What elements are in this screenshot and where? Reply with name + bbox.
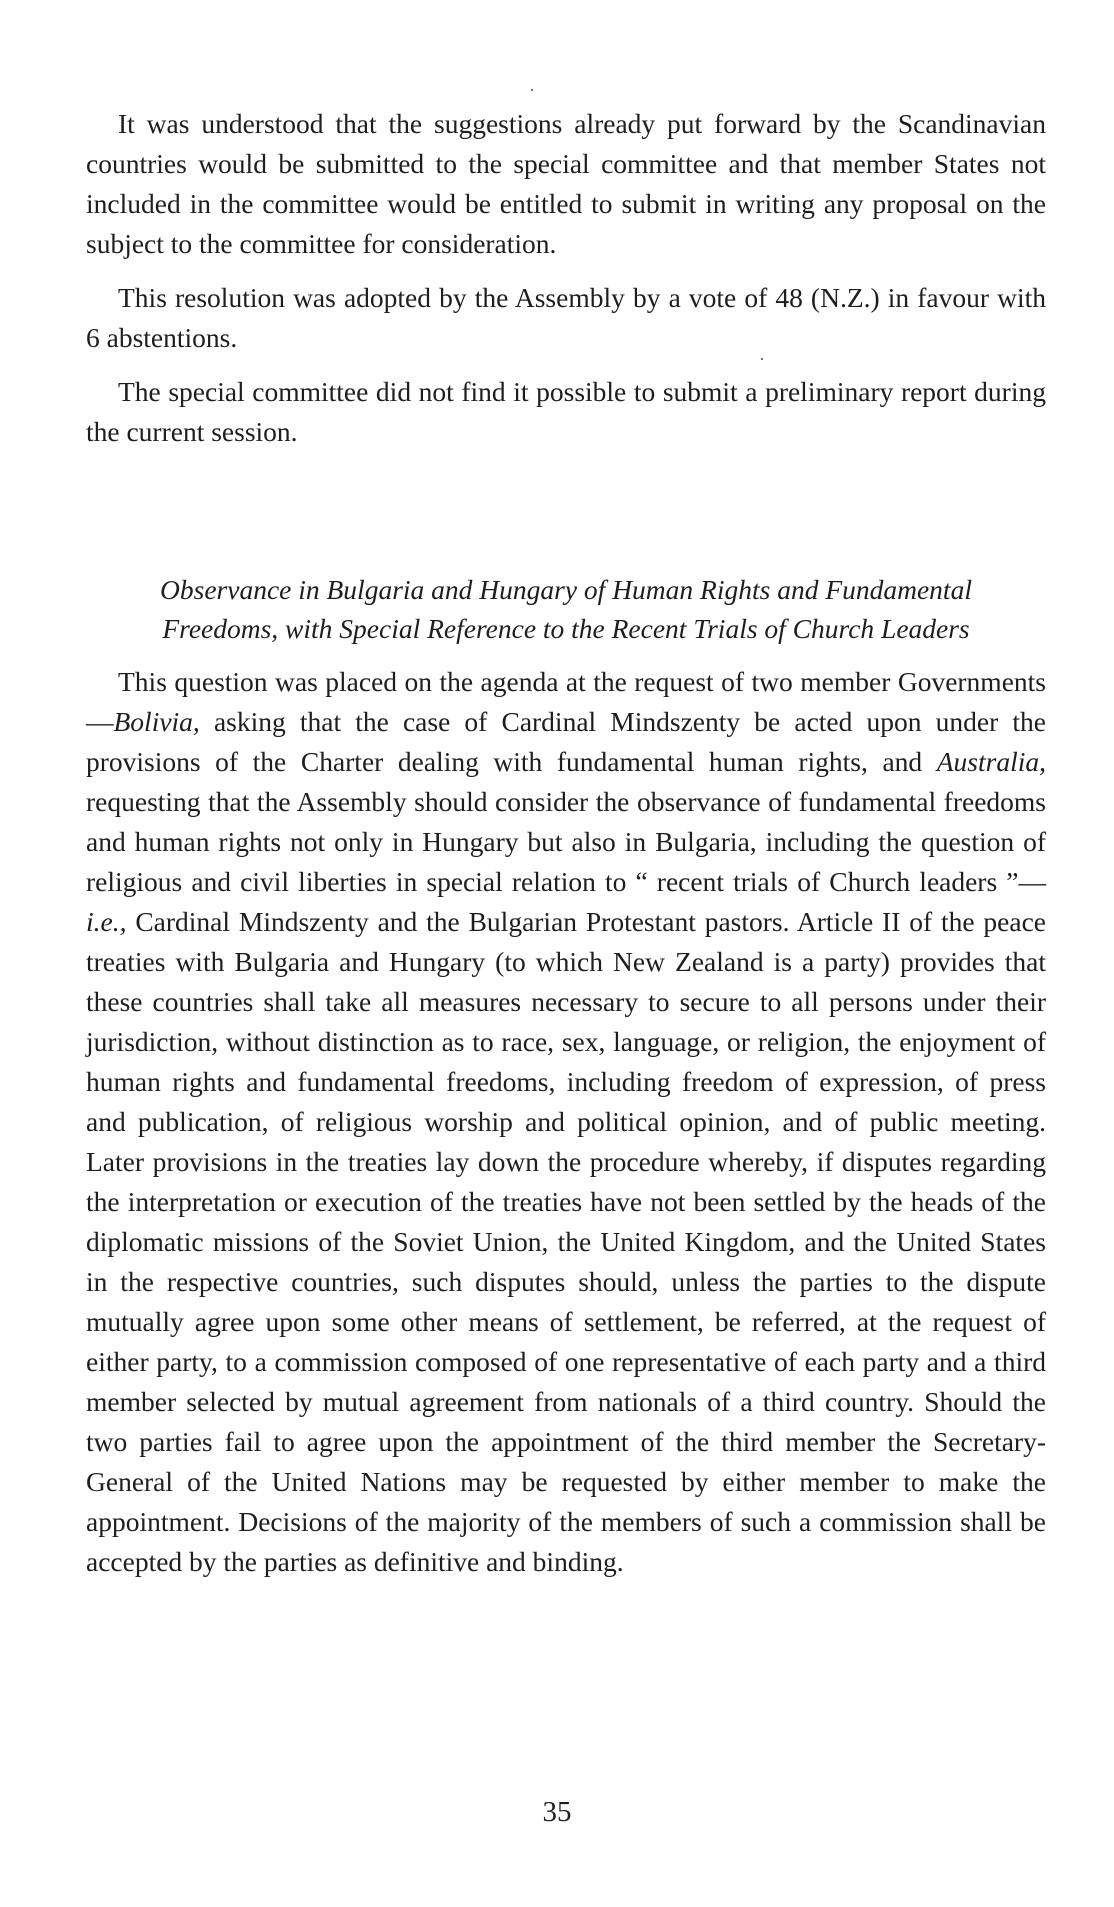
country-bolivia: Bolivia, xyxy=(113,706,200,737)
body-text: asking that the case of Cardinal Mindszenty be acted upon under the provisions of the Charter dealing with fundamental human rights, and xyxy=(86,706,1046,777)
body-text: Cardinal Mindszenty and the Bulgarian Protestant pastors. Article II of the peace treaties with Bulgaria and Hungary (to which New Zealand is a party) provides that these countries shall take all measures necessary to secure to all persons under their jurisdiction, without distinction as to race, sex, language, or religion, the enjoyment of human rights and fundamental freedoms, including freedom of expression, of press and publication, of religious worship and political opinion, and of public meeting. Later provisions in the treaties lay down the procedure whereby, if disputes regarding the interpretation or execution of the treaties have not been settled by the heads of the diplomatic missions of the Soviet Union, the United Kingdom, and the United States in the respective countries, such disputes should, unless the parties to the dispute mutually agree upon some other means of settlement, be referred, at the request of either party, to a commission composed of one representative of each party and a third member selected by mutual agreement from nationals of a third country. Should the two parties fail to agree upon the appointment of the third member the Secretary-General of the United Nations may be requested by either member to make the appointment. Decisions of the majority of the members of such a commission shall be accepted by the parties as definitive and binding. xyxy=(86,906,1046,1577)
body-text: requesting that the Assembly should consider the observance of fundamental freedoms and human rights not only in Hungary but also in Bulgaria, including the question of religious and civil liberties in special relation to “ recent trials of Church leaders ”— xyxy=(86,786,1046,897)
paragraph-resolution: This resolution was adopted by the Assembly by a vote of 48 (N.Z.) in favour with 6 abstentions. xyxy=(86,282,1046,353)
section-heading: Observance in Bulgaria and Hungary of Human Rights and Fundamental Freedoms, with Special Reference to the Recent Trials of Church Leaders xyxy=(160,574,972,644)
paragraph-committee: It was understood that the suggestions already put forward by the Scandinavian countries would be submitted to the special committee and that member States not included in the committee would be entitled to submit in writing any proposal on the subject to the committee for consideration. xyxy=(86,108,1046,259)
print-speck xyxy=(531,89,533,91)
abbreviation-ie: i.e., xyxy=(86,906,127,937)
body-text: This question was placed on the agenda at the request of two member Governments— xyxy=(86,666,1046,737)
page-number: 35 xyxy=(542,1796,572,1828)
paragraph-report: The special committee did not find it possible to submit a preliminary report during the current session. xyxy=(86,376,1046,447)
page-body xyxy=(86,104,1046,1582)
country-australia: Australia, xyxy=(936,746,1046,777)
paragraph-bulgaria-hungary xyxy=(86,662,1046,1582)
